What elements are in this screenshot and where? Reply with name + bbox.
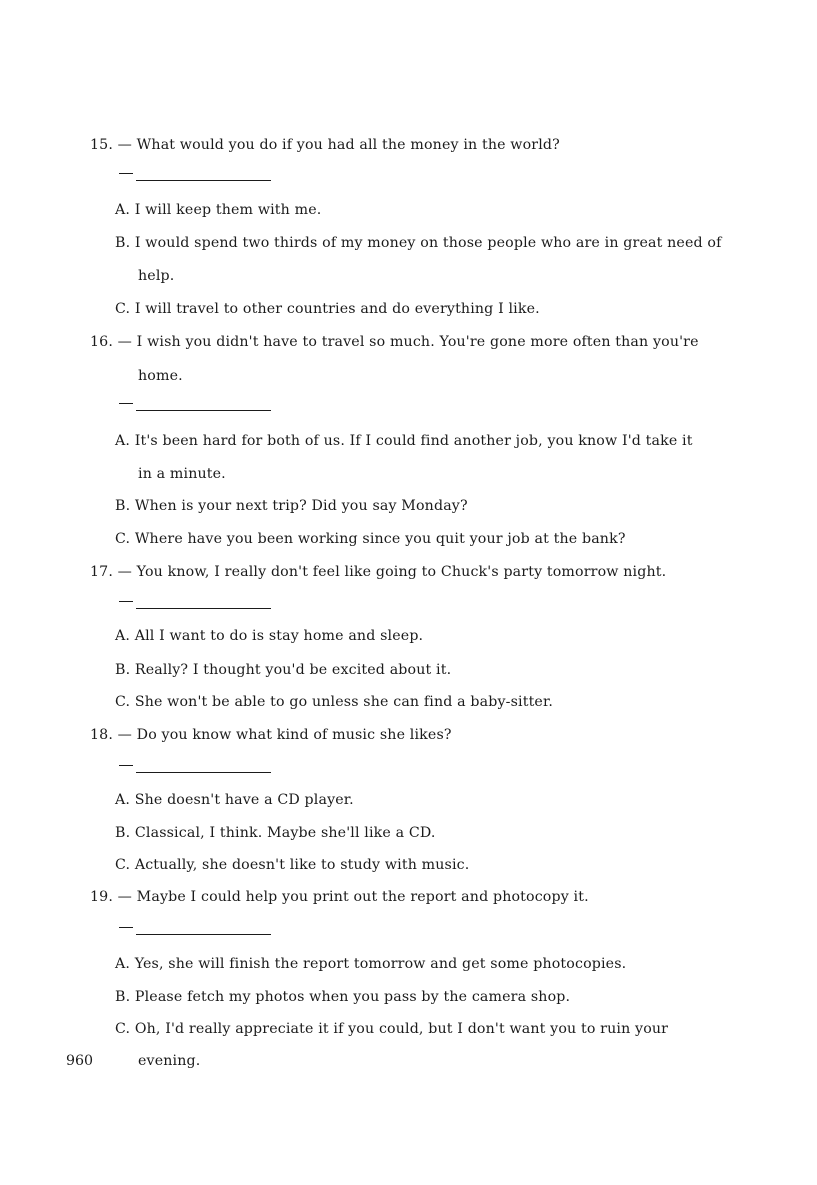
question-18-option-b: B. Classical, I think. Maybe she'll like a CD.: [115, 825, 436, 841]
question-17-answer-blank: [119, 598, 271, 616]
question-19-prompt: 19. — Maybe I could help you print out the report and photocopy it.: [90, 889, 589, 905]
question-19-option-a: A. Yes, she will finish the report tomorrow and get some photocopies.: [115, 956, 627, 972]
question-16-option-a-cont: in a minute.: [138, 466, 226, 482]
question-18-option-c: C. Actually, she doesn't like to study with music.: [115, 857, 470, 873]
question-19-answer-blank: [119, 924, 271, 942]
question-15-answer-blank: [119, 170, 271, 188]
question-19-option-c: C. Oh, I'd really appreciate it if you could, but I don't want you to ruin your: [115, 1021, 669, 1037]
question-16-prompt: 16. — I wish you didn't have to travel so much. You're gone more often than you're: [90, 334, 699, 350]
question-17-option-a: A. All I want to do is stay home and sleep.: [115, 628, 424, 644]
question-17-option-c: C. She won't be able to go unless she can find a baby-sitter.: [115, 694, 553, 710]
question-16-option-c: C. Where have you been working since you quit your job at the bank?: [115, 531, 626, 547]
question-15-prompt: 15. — What would you do if you had all the money in the world?: [90, 137, 560, 153]
question-17-option-b: B. Really? I thought you'd be excited about it.: [115, 662, 452, 678]
question-17-prompt: 17. — You know, I really don't feel like going to Chuck's party tomorrow night.: [90, 564, 667, 580]
question-15-option-a: A. I will keep them with me.: [115, 202, 322, 218]
question-18-prompt: 18. — Do you know what kind of music she likes?: [90, 727, 452, 743]
question-15-option-b-cont: help.: [138, 268, 175, 284]
question-19-option-b: B. Please fetch my photos when you pass by the camera shop.: [115, 989, 571, 1005]
question-15-option-c: C. I will travel to other countries and do everything I like.: [115, 301, 540, 317]
question-16-option-b: B. When is your next trip? Did you say Monday?: [115, 498, 468, 514]
question-18-answer-blank: [119, 762, 271, 780]
question-16-option-a: A. It's been hard for both of us. If I could find another job, you know I'd take it: [115, 433, 693, 449]
question-18-option-a: A. She doesn't have a CD player.: [115, 792, 354, 808]
question-16-answer-blank: [119, 400, 271, 418]
page-number: 960: [66, 1053, 94, 1069]
question-16-prompt-cont: home.: [138, 368, 183, 384]
question-19-option-c-cont: evening.: [138, 1053, 201, 1069]
question-15-option-b: B. I would spend two thirds of my money on those people who are in great need of: [115, 235, 722, 251]
